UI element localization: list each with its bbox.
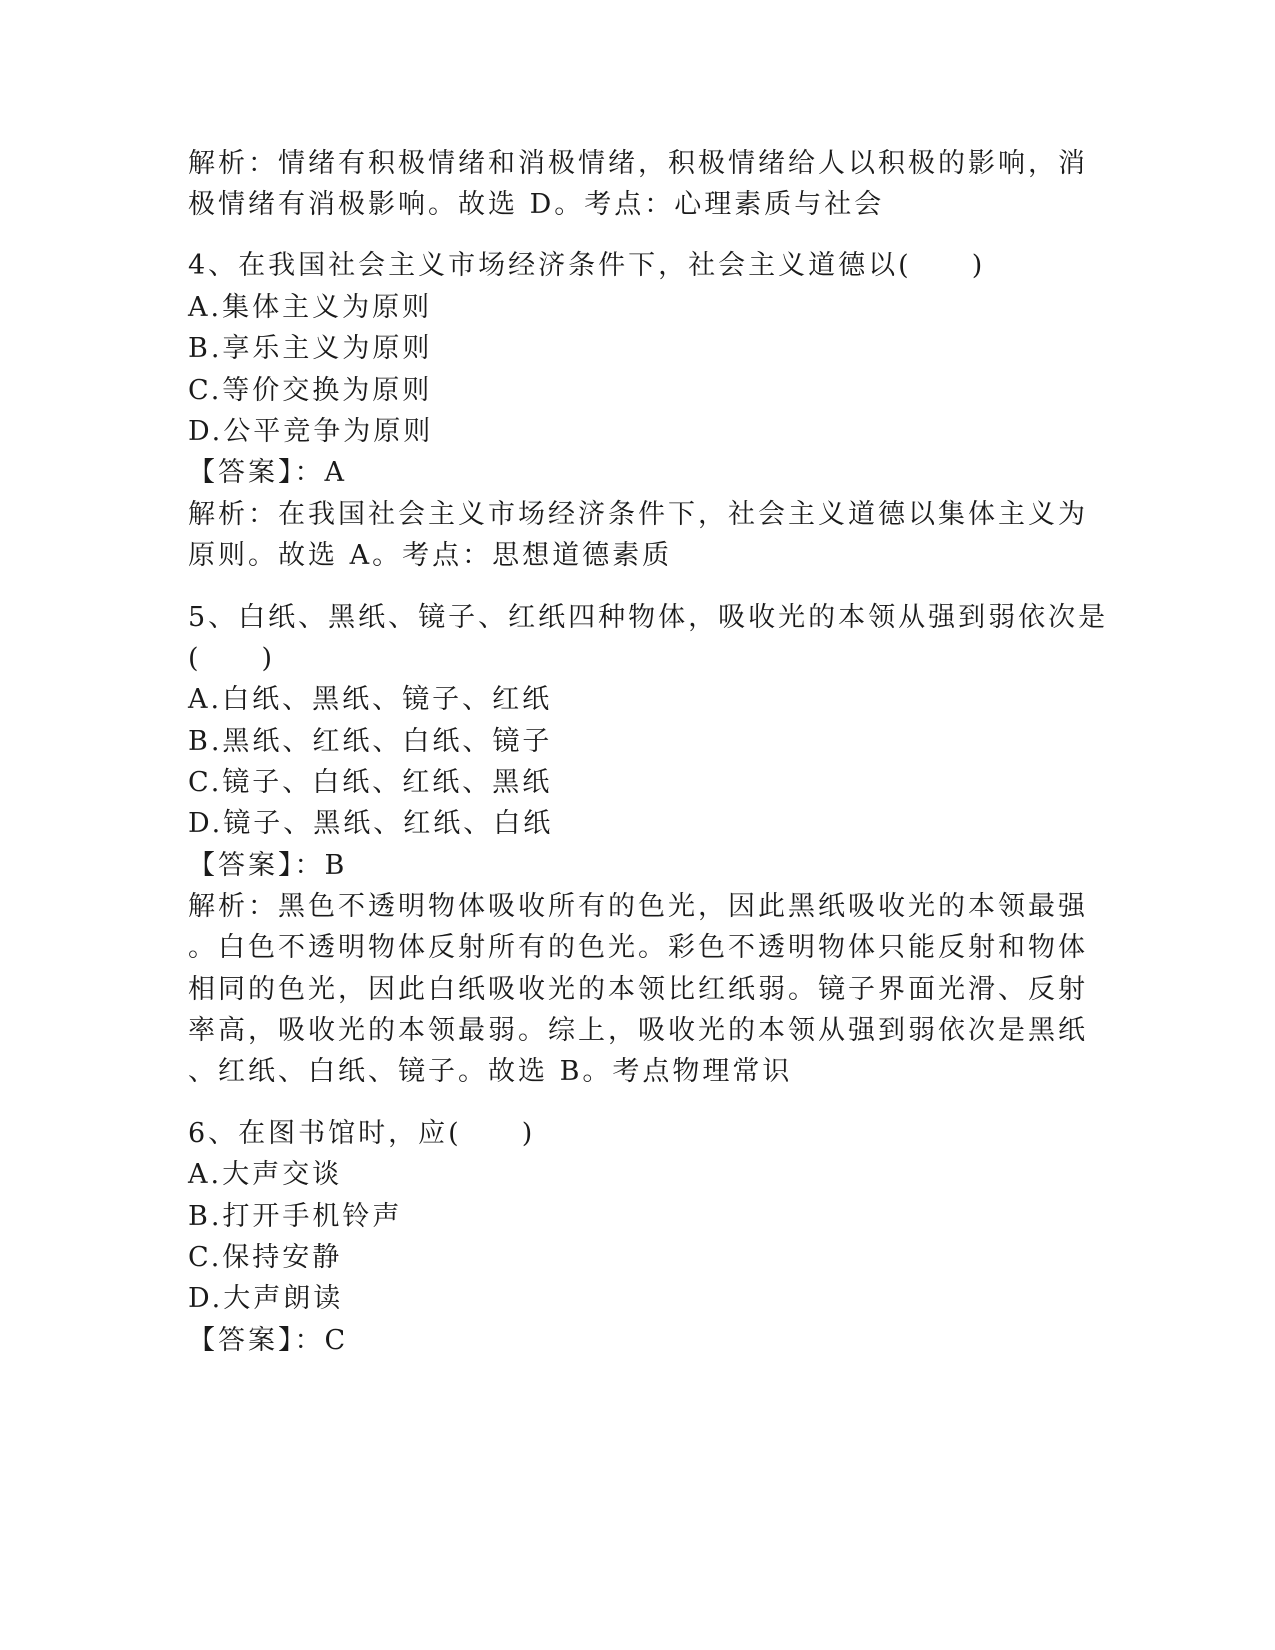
q6-answer: 【答案】：C (188, 1325, 349, 1356)
q4-answer: 【答案】：A (188, 457, 347, 488)
q5-explanation-line-2: 。白色不透明物体反射所有的色光。彩色不透明物体只能反射和物体 (188, 932, 1088, 963)
q6-option-a: A.大声交谈 (188, 1159, 343, 1190)
q4-stem: 4、在我国社会主义市场经济条件下，社会主义道德以( ) (188, 250, 986, 281)
q4-option-c: C.等价交换为原则 (188, 375, 433, 406)
q4-option-b: B.享乐主义为原则 (188, 333, 433, 364)
q5-explanation-line-1: 解析：黑色不透明物体吸收所有的色光，因此黑纸吸收光的本领最强 (188, 891, 1088, 922)
q6-option-c: C.保持安静 (188, 1242, 343, 1273)
q5-option-d: D.镜子、黑纸、红纸、白纸 (188, 808, 554, 839)
q5-stem-line-1: 5、白纸、黑纸、镜子、红纸四种物体，吸收光的本领从强到弱依次是 (188, 602, 1109, 633)
q6-stem: 6、在图书馆时，应( ) (188, 1118, 536, 1149)
q4-explanation-line-2: 原则。故选 A。考点：思想道德素质 (188, 540, 673, 571)
q4-option-d: D.公平竞争为原则 (188, 416, 434, 447)
q4-explanation-line-1: 解析：在我国社会主义市场经济条件下，社会主义道德以集体主义为 (188, 499, 1088, 530)
q5-answer: 【答案】：B (188, 850, 348, 881)
q5-option-b: B.黑纸、红纸、白纸、镜子 (188, 726, 553, 757)
q3-explanation-line-2: 极情绪有消极影响。故选 D。考点：心理素质与社会 (188, 189, 885, 220)
q3-explanation-line-1: 解析：情绪有积极情绪和消极情绪，积极情绪给人以积极的影响，消 (188, 148, 1088, 179)
q5-stem-line-2: ( ) (188, 643, 276, 674)
q5-option-a: A.白纸、黑纸、镜子、红纸 (188, 684, 553, 715)
q6-option-b: B.打开手机铃声 (188, 1201, 403, 1232)
q6-option-d: D.大声朗读 (188, 1283, 344, 1314)
q5-option-c: C.镜子、白纸、红纸、黑纸 (188, 767, 553, 798)
q5-explanation-line-5: 、红纸、白纸、镜子。故选 B。考点物理常识 (188, 1056, 793, 1087)
q5-explanation-line-3: 相同的色光，因此白纸吸收光的本领比红纸弱。镜子界面光滑、反射 (188, 974, 1088, 1005)
q5-explanation-line-4: 率高，吸收光的本领最弱。综上，吸收光的本领从强到弱依次是黑纸 (188, 1015, 1088, 1046)
q4-option-a: A.集体主义为原则 (188, 292, 433, 323)
